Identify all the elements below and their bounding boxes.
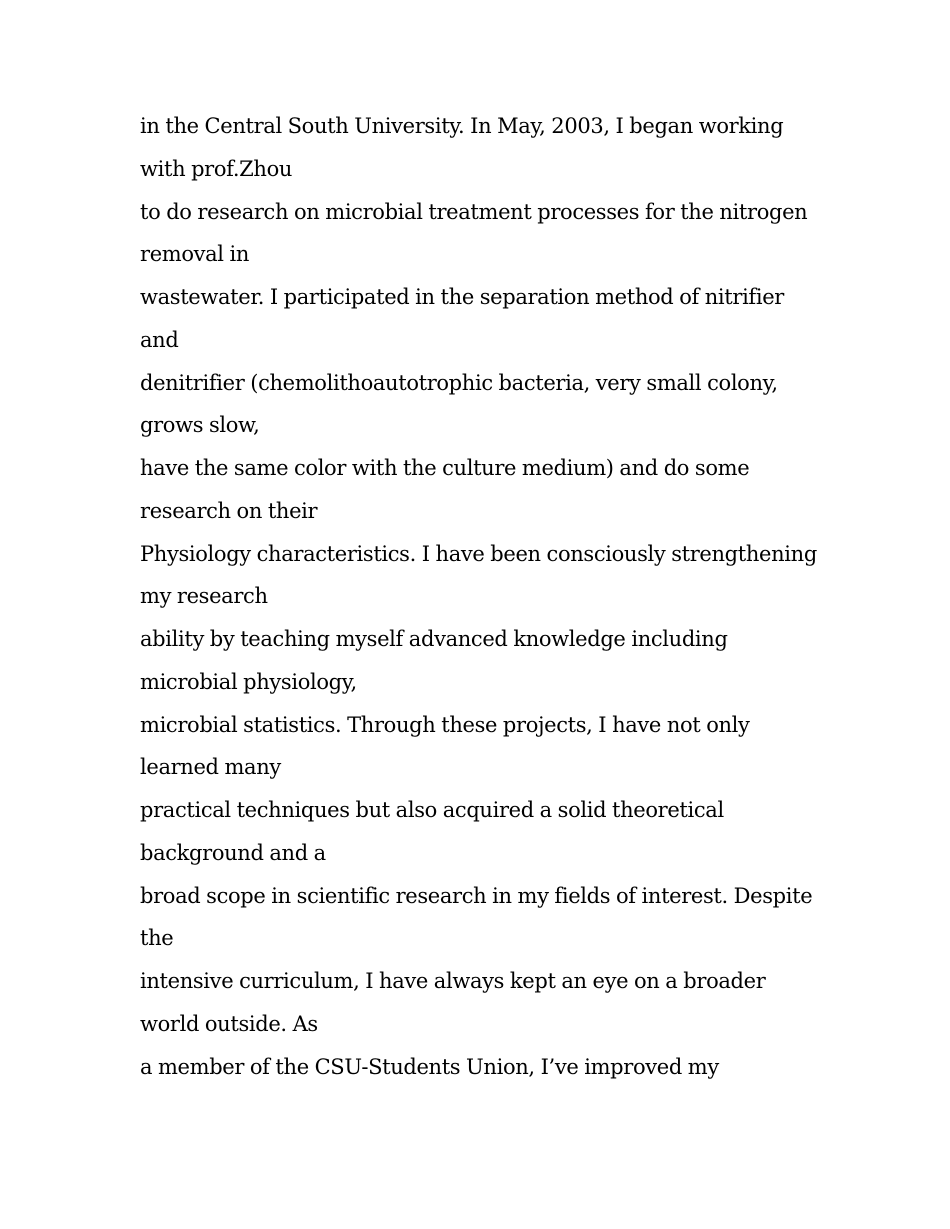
text-line: learned many xyxy=(140,755,281,780)
text-line: wastewater. I participated in the separation method of nitrifier xyxy=(140,285,784,309)
text-line: removal in xyxy=(140,242,250,267)
body-text xyxy=(140,105,820,1088)
text-line: background and a xyxy=(140,840,326,865)
text-line: Physiology characteristics. I have been consciously strengthening xyxy=(140,541,817,566)
text-line: to do research on microbial treatment processes for the nitrogen xyxy=(140,199,808,224)
text-line: microbial statistics. Through these projects, I have not only xyxy=(140,712,750,737)
text-line: ability by teaching myself advanced knowledge including xyxy=(140,627,728,651)
text-line: research on their xyxy=(140,498,318,523)
text-line: and xyxy=(140,327,179,352)
text-line: broad scope in scientific research in my fields of interest. Despite xyxy=(140,883,813,908)
text-line: practical techniques but also acquired a solid theoretical xyxy=(140,798,724,822)
text-line: with prof.Zhou xyxy=(140,156,293,181)
text-line: a member of the CSU-Students Union, I’ve improved my xyxy=(140,1054,719,1079)
text-line: have the same color with the culture medium) and do some xyxy=(140,456,750,480)
text-line: grows slow, xyxy=(140,413,260,438)
text-line: the xyxy=(140,926,174,951)
text-line: intensive curriculum, I have always kept an eye on a broader xyxy=(140,969,766,993)
text-line: in the Central South University. In May, 2003, I began working xyxy=(140,114,784,138)
text-line: microbial physiology, xyxy=(140,669,357,694)
text-line: my research xyxy=(140,584,268,609)
text-line: denitrifier (chemolithoautotrophic bacteria, very small colony, xyxy=(140,370,778,395)
text-line: world outside. As xyxy=(140,1011,318,1036)
